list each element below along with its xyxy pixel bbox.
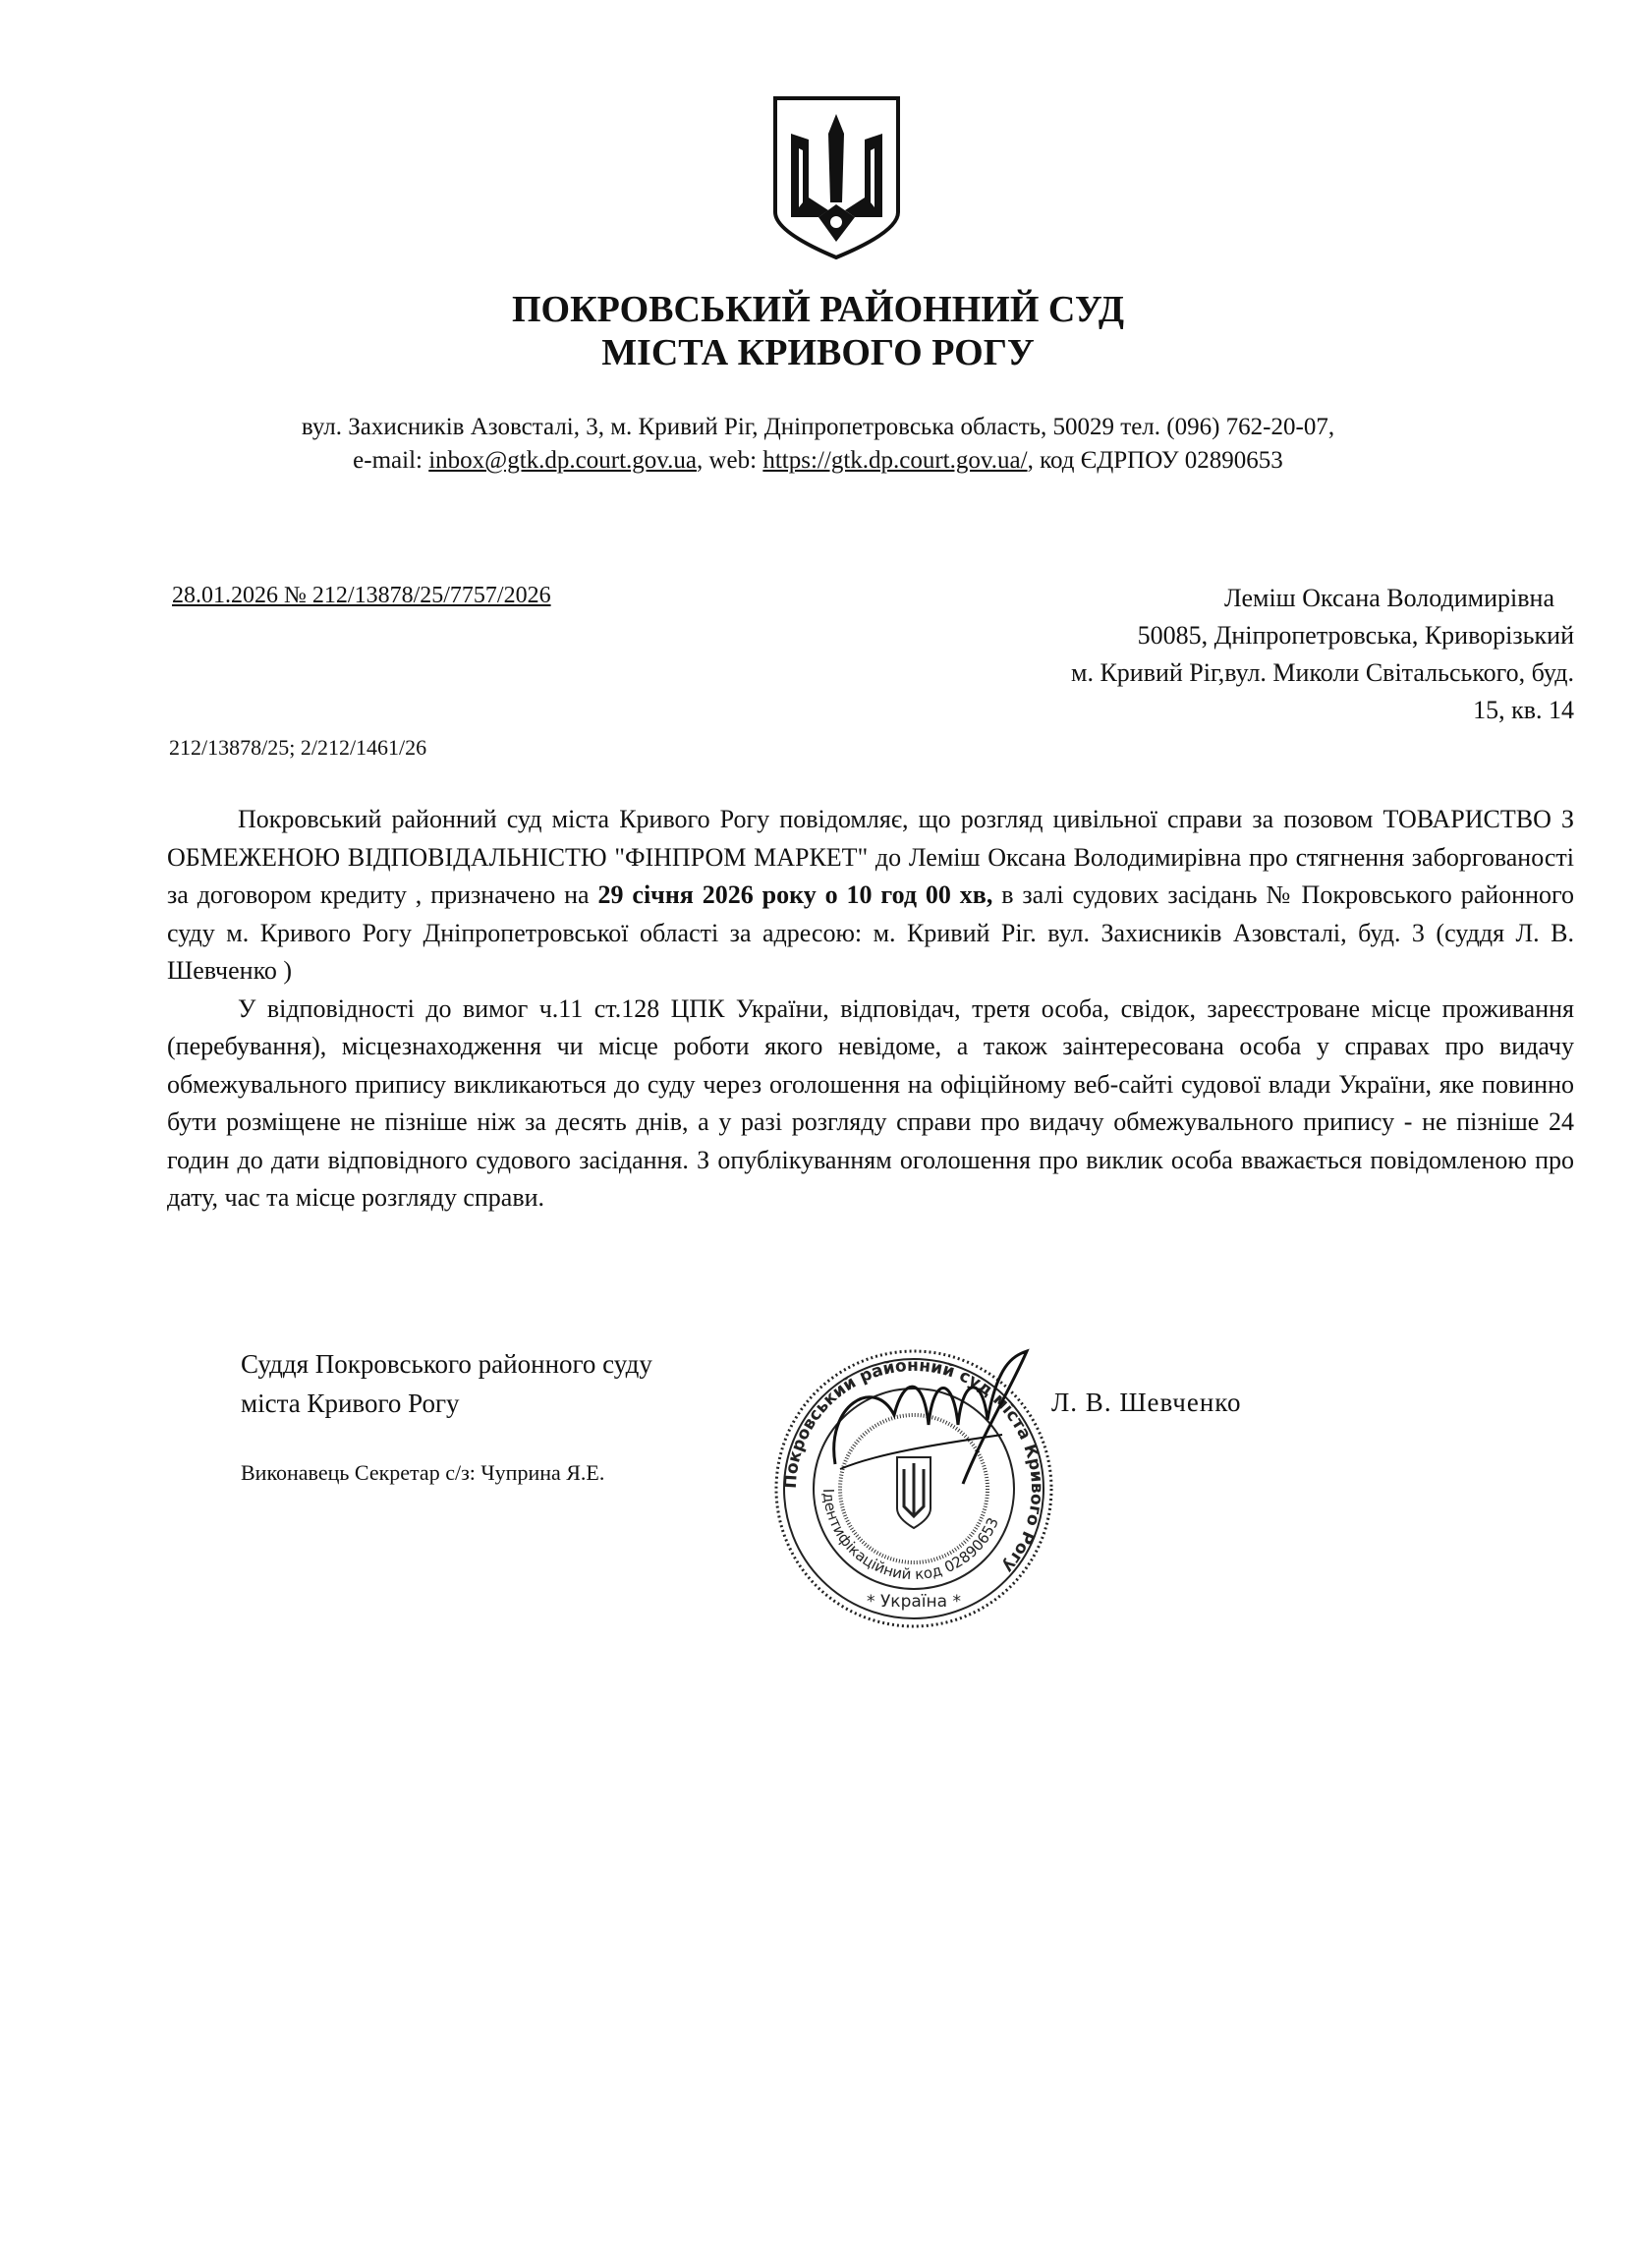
p1-text: Покровський районний суд міста Кривого Рогу повідомляє, що розгляд цивільної справи за позовом ТОВАРИСТВО З ОБМЕЖЕНОЮ ВІДПОВІДАЛЬНІСТЮ "ФІНПРОМ МАРКЕТ" до Леміш Оксана Володимирівна про стягнення заборгованості за договором кредиту , призначено на bbox=[167, 805, 1574, 909]
recipient-block bbox=[886, 580, 1574, 729]
outgoing-number: 28.01.2026 № 212/13878/25/7757/2026 bbox=[172, 583, 551, 608]
handwritten-signature-icon bbox=[816, 1346, 1042, 1503]
recipient-name: Леміш Оксана Володимирівна bbox=[1224, 584, 1554, 612]
email-link[interactable]: inbox@gtk.dp.court.gov.ua bbox=[428, 447, 697, 474]
recipient-address-2: м. Кривий Ріг,вул. Миколи Світальського, буд. bbox=[1070, 658, 1574, 687]
coat-of-arms-icon bbox=[769, 94, 904, 261]
court-contacts bbox=[0, 444, 1636, 478]
position-line1: Суддя Покровського районного суду bbox=[241, 1349, 652, 1379]
court-address: вул. Захисників Азовсталі, 3, м. Кривий Ріг, Дніпропетровська область, 50029 тел. (096) 762-20-07, bbox=[301, 414, 1335, 440]
web-label: , web: bbox=[697, 447, 763, 474]
recipient-address-1: 50085, Дніпропетровська, Криворізький bbox=[1137, 621, 1574, 650]
svg-text:Покровський районний суд міста: Покровський районний суд міста Кривого Рогу bbox=[780, 1355, 1047, 1577]
paragraph-hearing bbox=[167, 801, 1574, 991]
judge-name: Л. В. Шевченко bbox=[1051, 1388, 1242, 1417]
hearing-datetime: 29 січня 2026 року о 10 год 00 хв, bbox=[597, 880, 993, 909]
position-line2: міста Кривого Рогу bbox=[241, 1389, 460, 1418]
svg-text:Ідентифікаційний код 02890653: Ідентифікаційний код 02890653 bbox=[818, 1488, 1002, 1584]
svg-text:* Україна *: * Україна * bbox=[867, 1592, 961, 1612]
court-name-line1: ПОКРОВСЬКИЙ РАЙОННИЙ СУД bbox=[511, 289, 1125, 330]
recipient-address-3: 15, кв. 14 bbox=[1473, 696, 1574, 724]
court-name-line2: МІСТА КРИВОГО РОГУ bbox=[601, 332, 1035, 373]
p1-text-2: в залі судових засідань № Покровського районного суду м. Кривого Рогу Дніпропетровської області за адресою: м. Кривий Ріг. вул. Захисників Азовсталі, буд. 3 (суддя Л. В. Шевченко ) bbox=[167, 880, 1574, 985]
case-numbers: 212/13878/25; 2/212/1461/26 bbox=[169, 735, 427, 760]
judge-position bbox=[241, 1344, 652, 1423]
executor: Виконавець Секретар с/з: Чуприна Я.Е. bbox=[241, 1460, 605, 1485]
edrpou-code: , код ЄДРПОУ 02890653 bbox=[1027, 447, 1283, 474]
web-link[interactable]: https://gtk.dp.court.gov.ua/ bbox=[762, 447, 1028, 474]
paragraph-legal: У відповідності до вимог ч.11 ст.128 ЦПК України, відповідач, третя особа, свідок, зареєстроване місце проживання (перебування), місцезнаходження чи місце роботи якого невідоме, а також заінтересована особа у справах про видачу обмежувального припису викликаються до суду через оголошення на офіційному веб-сайті судової влади України, яке повинно бути розміщене не пізніше ніж за десять днів, а у разі розгляду справи про видачу обмежувального припису - не пізніше 24 годин до дати відповідного судового засідання. З опублікуванням оголошення про виклик особа вважається повідомленою про дату, час та місце розгляду справи. bbox=[167, 993, 1574, 1212]
notice-body bbox=[167, 801, 1574, 1218]
email-label: e-mail: bbox=[353, 447, 429, 474]
